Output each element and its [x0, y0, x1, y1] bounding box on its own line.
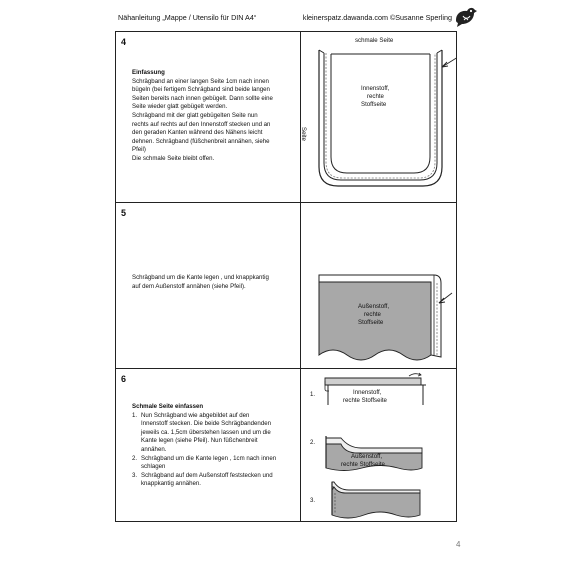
step-row-6 [116, 369, 456, 522]
list-item: 3. Schrägband auf dem Außenstoff feststecken und knappkantig annähen. [132, 471, 273, 488]
figure-label: rechte [364, 311, 381, 318]
step-number: 5 [121, 208, 127, 218]
text-line: auf dem Außenstoff annähen (siehe Pfeil). [132, 282, 246, 290]
figure-label: Stoffseite [358, 319, 384, 326]
figure-step-number: 2. [310, 439, 316, 446]
text-line: den geraden Kanten während des Nähens leicht [132, 129, 263, 137]
figure-label: Außenstoff, [351, 453, 383, 460]
text-line: rechts auf rechts auf den Innenstoff stecken und an [132, 120, 271, 128]
figure-label: schmale Seite [355, 37, 394, 44]
text-line: Schrägband mit der glatt gebügelten Seite nun [132, 111, 258, 119]
text-line: Seite wieder glatt gebügelt werden. [132, 103, 228, 111]
figure-label: Seite [300, 127, 307, 141]
figure-step-number: 3. [310, 497, 316, 504]
text-line: Pfeil) [132, 146, 146, 154]
step-list [132, 412, 294, 489]
figure-label: Innenstoff, [361, 85, 390, 92]
header-credit: kleinerspatz.dawanda.com ©Susanne Sperling [302, 13, 452, 22]
step-text [132, 403, 294, 489]
text-line: Die schmale Seite bleibt offen. [132, 154, 215, 162]
step-text [132, 274, 294, 291]
step-row-5 [116, 203, 456, 369]
page-number: 4 [456, 540, 461, 549]
step-number: 4 [121, 37, 127, 47]
figure-label: rechte Stoffseite [343, 397, 387, 404]
figure-label: rechte [367, 93, 384, 100]
text-line: bügeln (bei fertigem Schrägband sind beide langen [132, 86, 270, 94]
step-number: 6 [121, 374, 127, 384]
step-title: Einfassung [132, 69, 165, 76]
step-row-4 [116, 32, 456, 203]
figure-step-number: 1. [310, 391, 316, 398]
outer-fabric-illustration [301, 203, 456, 369]
step-figure [301, 32, 456, 202]
list-item: 1. Nun Schrägband wie abgebildet auf den Innenstoff stecken. Die beide Schrägbandenden jeweils ca. 1,5cm überstehen lassen und um die Kante legen (siehe Pfeil). Nun füßchenbreit annähen. [132, 411, 271, 453]
step-figure [301, 203, 456, 368]
page-header [118, 7, 452, 23]
figure-label: Außenstoff, [358, 303, 390, 310]
list-item: 2. Schrägband um die Kante legen , 1cm nach innen schlagen [132, 454, 277, 471]
binding-pocket-illustration [301, 32, 456, 203]
step-title: Schmale Seite einfassen [132, 403, 204, 410]
step-figure [301, 369, 456, 522]
figure-label: rechte Stoffseite [341, 461, 385, 468]
text-line: Seiten bereits nach innen gebügelt. Dann sollte eine [132, 94, 273, 102]
text-line: Schrägband um die Kante legen , und knappkantig [132, 274, 269, 281]
figure-label: Innenstoff, [353, 389, 382, 396]
text-line: Schrägband an einer langen Seite 1cm nach innen [132, 77, 269, 85]
text-line: dehnen. Schrägband (füßchenbreit annähen, siehe [132, 137, 270, 145]
sparrow-logo-icon [452, 4, 478, 30]
figure-label: Stoffseite [361, 101, 387, 108]
header-title: Nähanleitung „Mappe / Utensilo für DIN A4“ [118, 13, 257, 22]
step-text [132, 69, 294, 164]
instruction-table [115, 31, 457, 522]
